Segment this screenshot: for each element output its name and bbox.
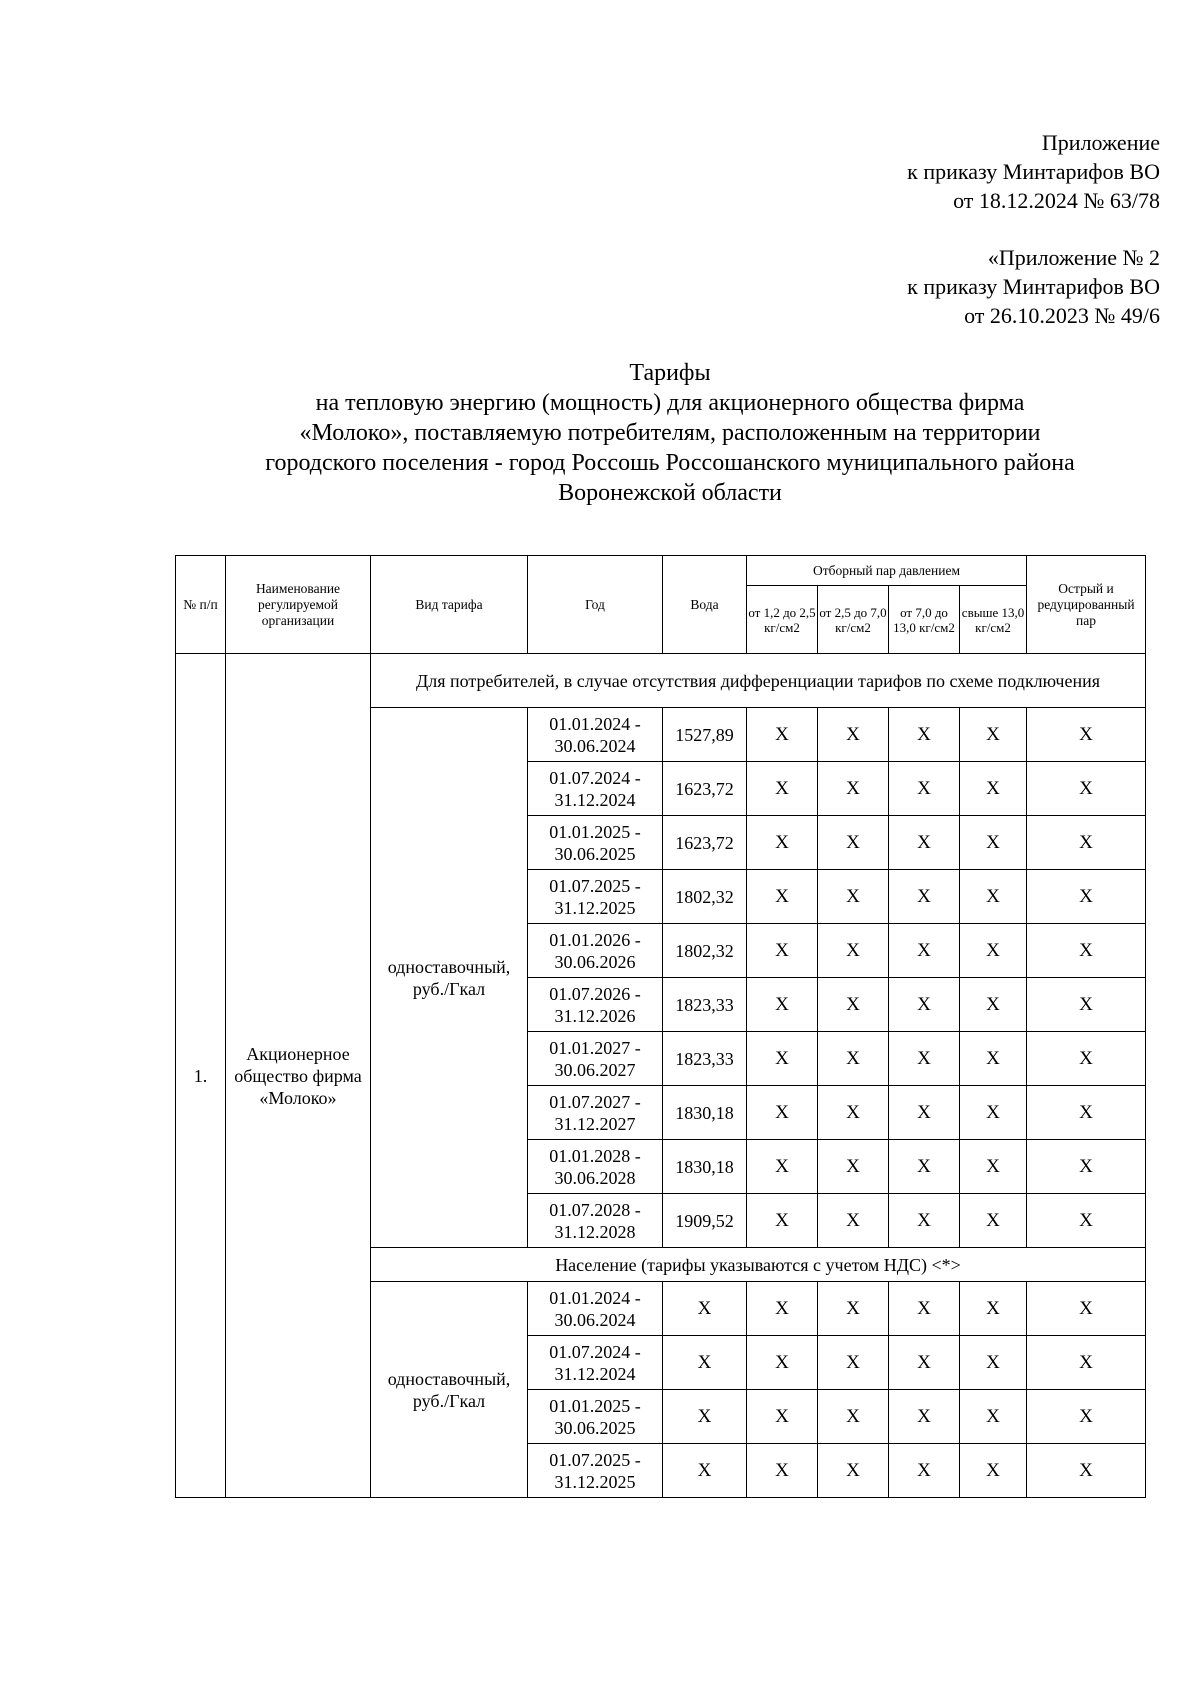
x-cell: X: [960, 1032, 1027, 1086]
x-cell: X: [960, 762, 1027, 816]
header-pressure-3: от 7,0 до 13,0 кг/см2: [889, 586, 960, 654]
x-cell: X: [1027, 1336, 1146, 1390]
x-cell: X: [960, 1336, 1027, 1390]
appendix-line: к приказу Минтарифов ВО: [907, 159, 1160, 184]
x-cell: X: [818, 1444, 889, 1498]
x-cell: X: [889, 1086, 960, 1140]
x-cell: X: [818, 1282, 889, 1336]
row-number: 1.: [176, 654, 226, 1498]
x-cell: X: [889, 1140, 960, 1194]
x-cell: X: [747, 1194, 818, 1248]
appendix-line: Приложение: [1041, 130, 1160, 155]
x-cell: X: [747, 870, 818, 924]
period-cell: 01.01.2024 - 30.06.2024: [528, 708, 663, 762]
table-header-row: [176, 556, 1146, 586]
title-line: «Молоко», поставляемую потребителям, расположенным на территории: [299, 420, 1041, 446]
appendix-line: к приказу Минтарифов ВО: [907, 274, 1160, 299]
x-cell: X: [889, 1390, 960, 1444]
x-cell: X: [747, 1444, 818, 1498]
x-cell: X: [747, 816, 818, 870]
header-num: № п/п: [176, 556, 226, 654]
x-cell: X: [1027, 1282, 1146, 1336]
header-pressure-1: от 1,2 до 2,5 кг/см2: [747, 586, 818, 654]
x-cell: X: [1027, 978, 1146, 1032]
header-pressure-4: свыше 13,0 кг/см2: [960, 586, 1027, 654]
tariff-table: [175, 555, 1146, 1498]
x-cell: X: [889, 978, 960, 1032]
x-cell: X: [889, 762, 960, 816]
x-cell: X: [747, 1390, 818, 1444]
x-cell: X: [1027, 1032, 1146, 1086]
x-cell: X: [960, 1390, 1027, 1444]
x-cell: X: [960, 1140, 1027, 1194]
x-cell: X: [747, 1140, 818, 1194]
period-cell: 01.01.2024 - 30.06.2024: [528, 1282, 663, 1336]
x-cell: X: [889, 870, 960, 924]
water-value: 1823,33: [663, 978, 747, 1032]
period-cell: 01.07.2026 - 31.12.2026: [528, 978, 663, 1032]
header-sharp-steam: Острый и редуцированный пар: [1027, 556, 1146, 654]
appendix-line: «Приложение № 2: [987, 245, 1160, 270]
x-cell: X: [1027, 708, 1146, 762]
period-cell: 01.01.2028 - 30.06.2028: [528, 1140, 663, 1194]
x-cell: X: [1027, 1194, 1146, 1248]
x-cell: X: [960, 1086, 1027, 1140]
x-cell: X: [889, 1032, 960, 1086]
x-cell: X: [747, 762, 818, 816]
x-cell: X: [960, 1282, 1027, 1336]
x-cell: X: [1027, 1444, 1146, 1498]
water-value: 1802,32: [663, 870, 747, 924]
water-value: 1802,32: [663, 924, 747, 978]
org-name: Акционерное общество фирма «Молоко»: [226, 654, 371, 1498]
title-line: Тарифы: [629, 360, 711, 386]
x-cell: X: [747, 1032, 818, 1086]
water-value: X: [663, 1444, 747, 1498]
x-cell: X: [1027, 870, 1146, 924]
x-cell: X: [818, 924, 889, 978]
x-cell: X: [747, 978, 818, 1032]
tariff-type: одноставочный, руб./Гкал: [371, 708, 528, 1248]
x-cell: X: [1027, 1390, 1146, 1444]
title-line: городского поселения - город Россошь Россошанского муниципального района: [265, 450, 1075, 476]
x-cell: X: [747, 708, 818, 762]
header-steam-group: Отборный пар давлением: [747, 556, 1027, 586]
section-label: Для потребителей, в случае отсутствия дифференциации тарифов по схеме подключения: [371, 654, 1146, 708]
x-cell: X: [818, 1032, 889, 1086]
appendix-reference-header: [560, 243, 1160, 330]
water-value: 1823,33: [663, 1032, 747, 1086]
water-value: 1623,72: [663, 762, 747, 816]
x-cell: X: [889, 1194, 960, 1248]
water-value: X: [663, 1390, 747, 1444]
water-value: 1527,89: [663, 708, 747, 762]
period-cell: 01.07.2024 - 31.12.2024: [528, 1336, 663, 1390]
x-cell: X: [818, 1086, 889, 1140]
header-year: Год: [528, 556, 663, 654]
x-cell: X: [818, 870, 889, 924]
x-cell: X: [960, 708, 1027, 762]
x-cell: X: [818, 708, 889, 762]
x-cell: X: [960, 978, 1027, 1032]
appendix-line: от 18.12.2024 № 63/78: [953, 188, 1160, 213]
x-cell: X: [889, 708, 960, 762]
x-cell: X: [960, 816, 1027, 870]
x-cell: X: [747, 1086, 818, 1140]
x-cell: X: [818, 1194, 889, 1248]
x-cell: X: [818, 978, 889, 1032]
period-cell: 01.01.2025 - 30.06.2025: [528, 816, 663, 870]
water-value: 1830,18: [663, 1086, 747, 1140]
title-line: Воронежской области: [558, 480, 782, 506]
x-cell: X: [889, 924, 960, 978]
x-cell: X: [1027, 924, 1146, 978]
x-cell: X: [747, 1336, 818, 1390]
water-value: X: [663, 1336, 747, 1390]
period-cell: 01.01.2025 - 30.06.2025: [528, 1390, 663, 1444]
x-cell: X: [818, 1140, 889, 1194]
water-value: 1623,72: [663, 816, 747, 870]
appendix-line: от 26.10.2023 № 49/6: [964, 303, 1160, 328]
x-cell: X: [747, 924, 818, 978]
document-title: [120, 358, 1200, 508]
x-cell: X: [818, 762, 889, 816]
header-pressure-2: от 2,5 до 7,0 кг/см2: [818, 586, 889, 654]
x-cell: X: [1027, 762, 1146, 816]
section-row: [176, 654, 1146, 708]
x-cell: X: [818, 1336, 889, 1390]
period-cell: 01.07.2025 - 31.12.2025: [528, 1444, 663, 1498]
appendix-header: [560, 128, 1160, 215]
title-line: на тепловую энергию (мощность) для акционерного общества фирма: [315, 390, 1025, 416]
x-cell: X: [889, 1336, 960, 1390]
x-cell: X: [818, 1390, 889, 1444]
x-cell: X: [960, 1194, 1027, 1248]
x-cell: X: [960, 924, 1027, 978]
header-water: Вода: [663, 556, 747, 654]
header-tariff-type: Вид тарифа: [371, 556, 528, 654]
x-cell: X: [747, 1282, 818, 1336]
period-cell: 01.01.2026 - 30.06.2026: [528, 924, 663, 978]
section-label: Население (тарифы указываются с учетом НДС) <*>: [371, 1248, 1146, 1282]
period-cell: 01.01.2027 - 30.06.2027: [528, 1032, 663, 1086]
period-cell: 01.07.2025 - 31.12.2025: [528, 870, 663, 924]
water-value: X: [663, 1282, 747, 1336]
period-cell: 01.07.2028 - 31.12.2028: [528, 1194, 663, 1248]
period-cell: 01.07.2024 - 31.12.2024: [528, 762, 663, 816]
x-cell: X: [889, 1282, 960, 1336]
x-cell: X: [960, 870, 1027, 924]
header-org: Наименование регулируемой организации: [226, 556, 371, 654]
x-cell: X: [818, 816, 889, 870]
period-cell: 01.07.2027 - 31.12.2027: [528, 1086, 663, 1140]
x-cell: X: [1027, 1140, 1146, 1194]
x-cell: X: [889, 1444, 960, 1498]
x-cell: X: [1027, 1086, 1146, 1140]
x-cell: X: [889, 816, 960, 870]
x-cell: X: [1027, 816, 1146, 870]
water-value: 1909,52: [663, 1194, 747, 1248]
tariff-type: одноставочный, руб./Гкал: [371, 1282, 528, 1498]
x-cell: X: [960, 1444, 1027, 1498]
water-value: 1830,18: [663, 1140, 747, 1194]
